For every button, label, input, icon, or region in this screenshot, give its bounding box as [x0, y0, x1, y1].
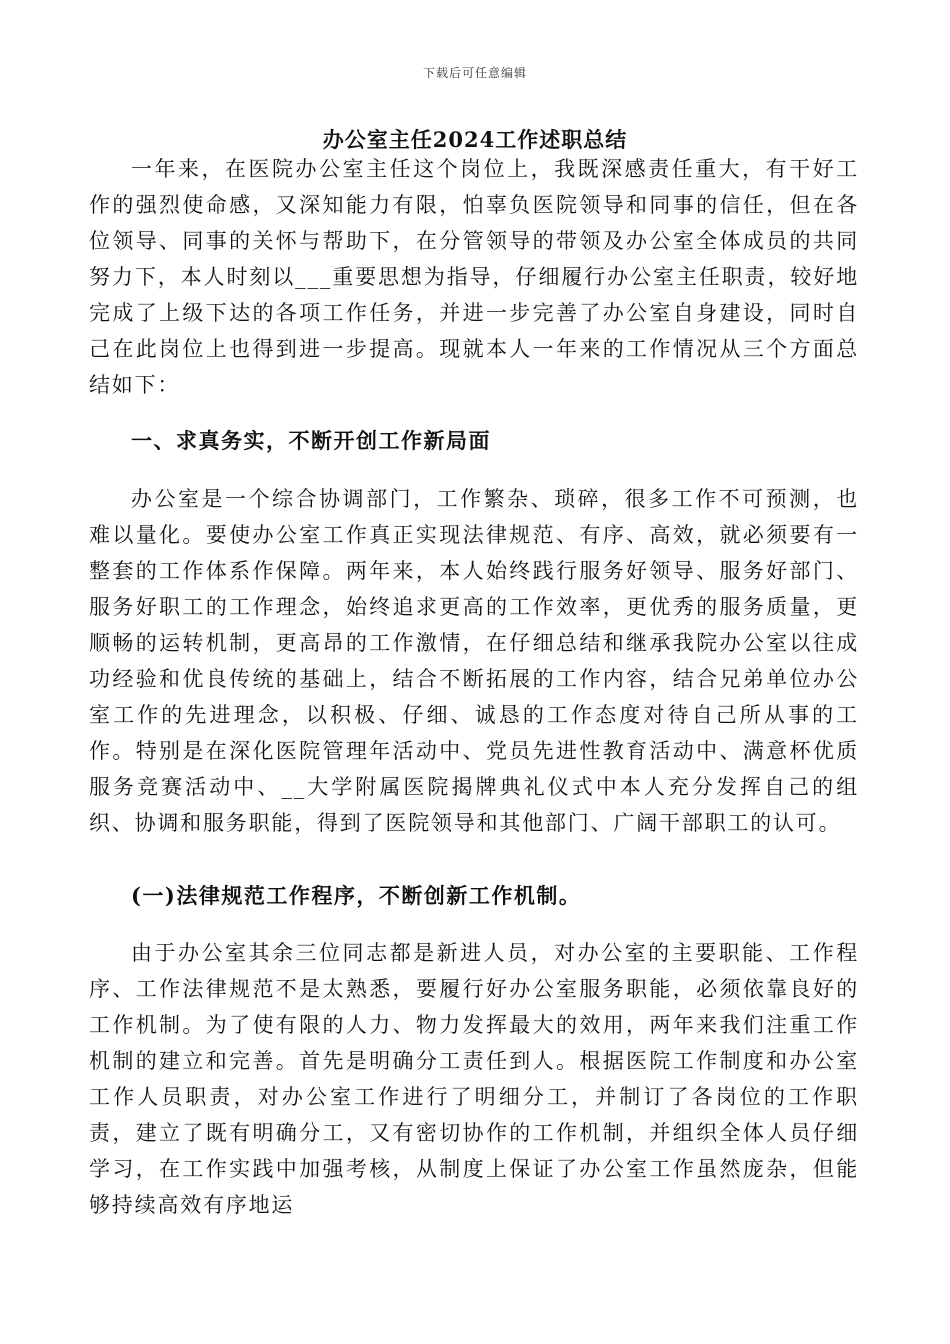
- section-1-paragraph: 办公室是一个综合协调部门，工作繁杂、琐碎，很多工作不可预测，也难以量化。要使办公室工作真正实现法律规范、有序、高效，就必须要有一整套的工作体系作保障。两年来，本人始终践行服务好领导、服务好部门、服务好职工的工作理念，始终追求更高的工作效率，更优秀的服务质量，更顺畅的运转机制，更高昂的工作激情，在仔细总结和继承我院办公室以往成功经验和优良传统的基础上，结合不断拓展的工作内容，结合兄弟单位办公室工作的先进理念，以积极、仔细、诚恳的工作态度对待自己所从事的工作。特别是在深化医院管理年活动中、党员先进性教育活动中、满意杯优质服务竞赛活动中、__大学附属医院揭牌典礼仪式中本人充分发挥自己的组织、协调和服务职能，得到了医院领导和其他部门、广阔干部职工的认可。: [89, 487, 859, 835]
- intro-paragraph: 一年来，在医院办公室主任这个岗位上，我既深感责任重大，有干好工作的强烈使命感，又深知能力有限，怕辜负医院领导和同事的信任，但在各位领导、同事的关怀与帮助下，在分管领导的带领及办公室全体成员的共同努力下，本人时刻以___重要思想为指导，仔细履行办公室主任职责，较好地完成了上级下达的各项工作任务，并进一步完善了办公室自身建设，同时自己在此岗位上也得到进一步提高。现就本人一年来的工作情况从三个方面总结如下：: [89, 157, 859, 397]
- section-heading-1: 一、求真务实，不断开创工作新局面: [131, 428, 491, 453]
- document-title: 办公室主任2024工作述职总结: [322, 127, 628, 152]
- subsection-heading-1: (一)法律规范工作程序，不断创新工作机制。: [131, 883, 582, 908]
- header-note: 下载后可任意编辑: [422, 66, 527, 80]
- subsection-1-paragraph: 由于办公室其余三位同志都是新进人员，对办公室的主要职能、工作程序、工作法律规范不是太熟悉，要履行好办公室服务职能，必须依靠良好的工作机制。为了使有限的人力、物力发挥最大的效用，两年来我们注重工作机制的建立和完善。首先是明确分工责任到人。根据医院工作制度和办公室工作人员职责，对办公室工作进行了明细分工，并制订了各岗位的工作职责，建立了既有明确分工，又有密切协作的工作机制，并组织全体人员仔细学习，在工作实践中加强考核，从制度上保证了办公室工作虽然庞杂，但能够持续高效有序地运: [89, 941, 859, 1217]
